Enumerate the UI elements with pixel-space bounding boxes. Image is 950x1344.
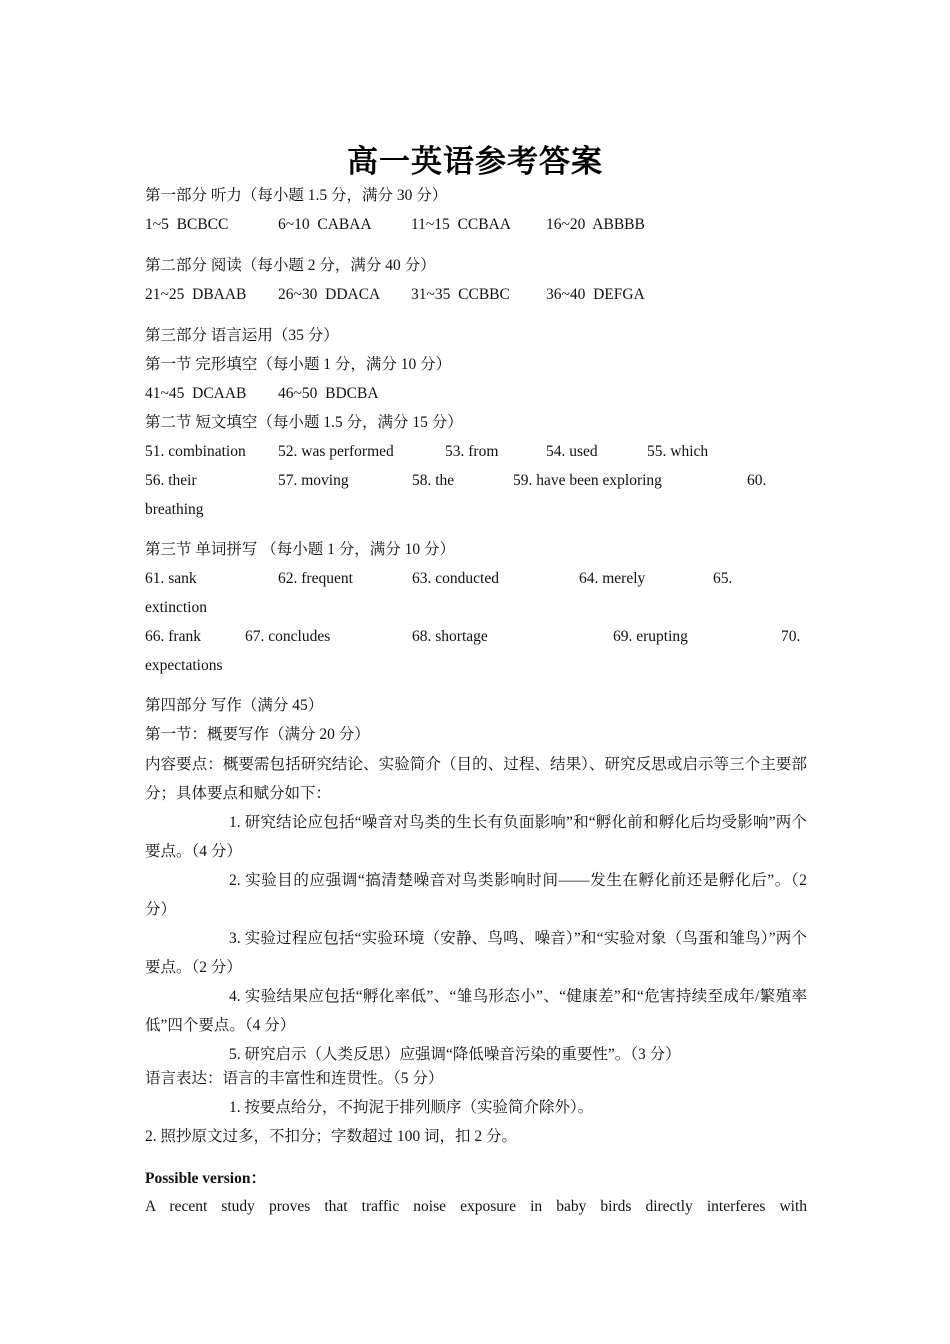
scoring-point: 3. 实验过程应包括“实验环境（安静、鸟鸣、噪音）”和“实验对象（鸟蛋和雏鸟）”两个要点。（2 分） [145, 930, 807, 976]
part3-section2-heading: 第二节 短文填空（每小题 1.5 分，满分 15 分） [145, 414, 463, 431]
part4-heading: 第四部分 写作（满分 45） [145, 697, 324, 714]
answer-item: 69. erupting [613, 628, 688, 645]
answer-group: 1~5 BCBCC [145, 216, 229, 233]
answer-group: 6~10 CABAA [278, 216, 372, 233]
part3-section1-heading: 第一节 完形填空（每小题 1 分，满分 10 分） [145, 356, 452, 373]
answer-group: 11~15 CCBAA [411, 216, 511, 233]
answer-group: 26~30 DDACA [278, 286, 381, 303]
answer-item: 56. their [145, 472, 197, 489]
answer-item: 51. combination [145, 443, 246, 460]
part3-heading: 第三部分 语言运用（35 分） [145, 327, 339, 344]
part4-section1-heading: 第一节：概要写作（满分 20 分） [145, 726, 370, 743]
part2-heading: 第二部分 阅读（每小题 2 分，满分 40 分） [145, 257, 436, 274]
answer-item: breathing [145, 501, 204, 518]
answer-item: 53. from [445, 443, 499, 460]
answer-group: 41~45 DCAAB [145, 385, 247, 402]
answer-group: 31~35 CCBBC [411, 286, 510, 303]
scoring-point: 5. 研究启示（人类反思）应强调“降低噪音污染的重要性”。（3 分） [229, 1046, 681, 1063]
answer-item: 68. shortage [412, 628, 488, 645]
answer-group: 16~20 ABBBB [546, 216, 645, 233]
note-item: 1. 按要点给分，不拘泥于排列顺序（实验简介除外）。 [229, 1099, 594, 1116]
answer-group: 36~40 DEFGA [546, 286, 645, 303]
possible-version-text: A recent study proves that traffic noise exposure in baby birds directly interferes with [145, 1198, 807, 1215]
answer-group: 21~25 DBAAB [145, 286, 247, 303]
answer-item: 70. [781, 628, 801, 645]
answer-item: 59. have been exploring [513, 472, 662, 489]
answer-item: 67. concludes [245, 628, 331, 645]
answer-item: 55. which [647, 443, 709, 460]
answer-item: extinction [145, 599, 207, 616]
part1-heading: 第一部分 听力（每小题 1.5 分，满分 30 分） [145, 187, 448, 204]
answer-item: 65. [713, 570, 733, 587]
scoring-point: 4. 实验结果应包括“孵化率低”、“雏鸟形态小”、“健康差”和“危害持续至成年/繁殖率低”四个要点。（4 分） [145, 988, 807, 1034]
answer-item: 64. merely [579, 570, 646, 587]
answer-group: 46~50 BDCBA [278, 385, 379, 402]
answer-item: expectations [145, 657, 223, 674]
answer-item: 60. [747, 472, 767, 489]
content-points: 内容要点：概要需包括研究结论、实验简介（目的、过程、结果）、研究反思或启示等三个主要部分；具体要点和赋分如下： [145, 756, 807, 802]
answer-item: 61. sank [145, 570, 197, 587]
page-title: 高一英语参考答案 [347, 144, 603, 180]
note-item: 2. 照抄原文过多，不扣分；字数超过 100 词，扣 2 分。 [145, 1128, 518, 1145]
scoring-point: 2. 实验目的应强调“搞清楚噪音对鸟类影响时间——发生在孵化前还是孵化后”。（2 分） [145, 872, 807, 918]
answer-item: 54. used [546, 443, 598, 460]
answer-item: 58. the [412, 472, 455, 489]
answer-item: 57. moving [278, 472, 349, 489]
language-criteria: 语言表达：语言的丰富性和连贯性。（5 分） [145, 1070, 444, 1087]
scoring-point: 1. 研究结论应包括“噪音对鸟类的生长有负面影响”和“孵化前和孵化后均受影响”两个要点。（4 分） [145, 814, 807, 860]
answer-item: 62. frequent [278, 570, 353, 587]
part3-section3-heading: 第三节 单词拼写 （每小题 1 分，满分 10 分） [145, 541, 456, 558]
answer-item: 66. frank [145, 628, 201, 645]
possible-version-label: Possible version： [145, 1170, 266, 1187]
answer-item: 63. conducted [412, 570, 499, 587]
answer-item: 52. was performed [278, 443, 394, 460]
